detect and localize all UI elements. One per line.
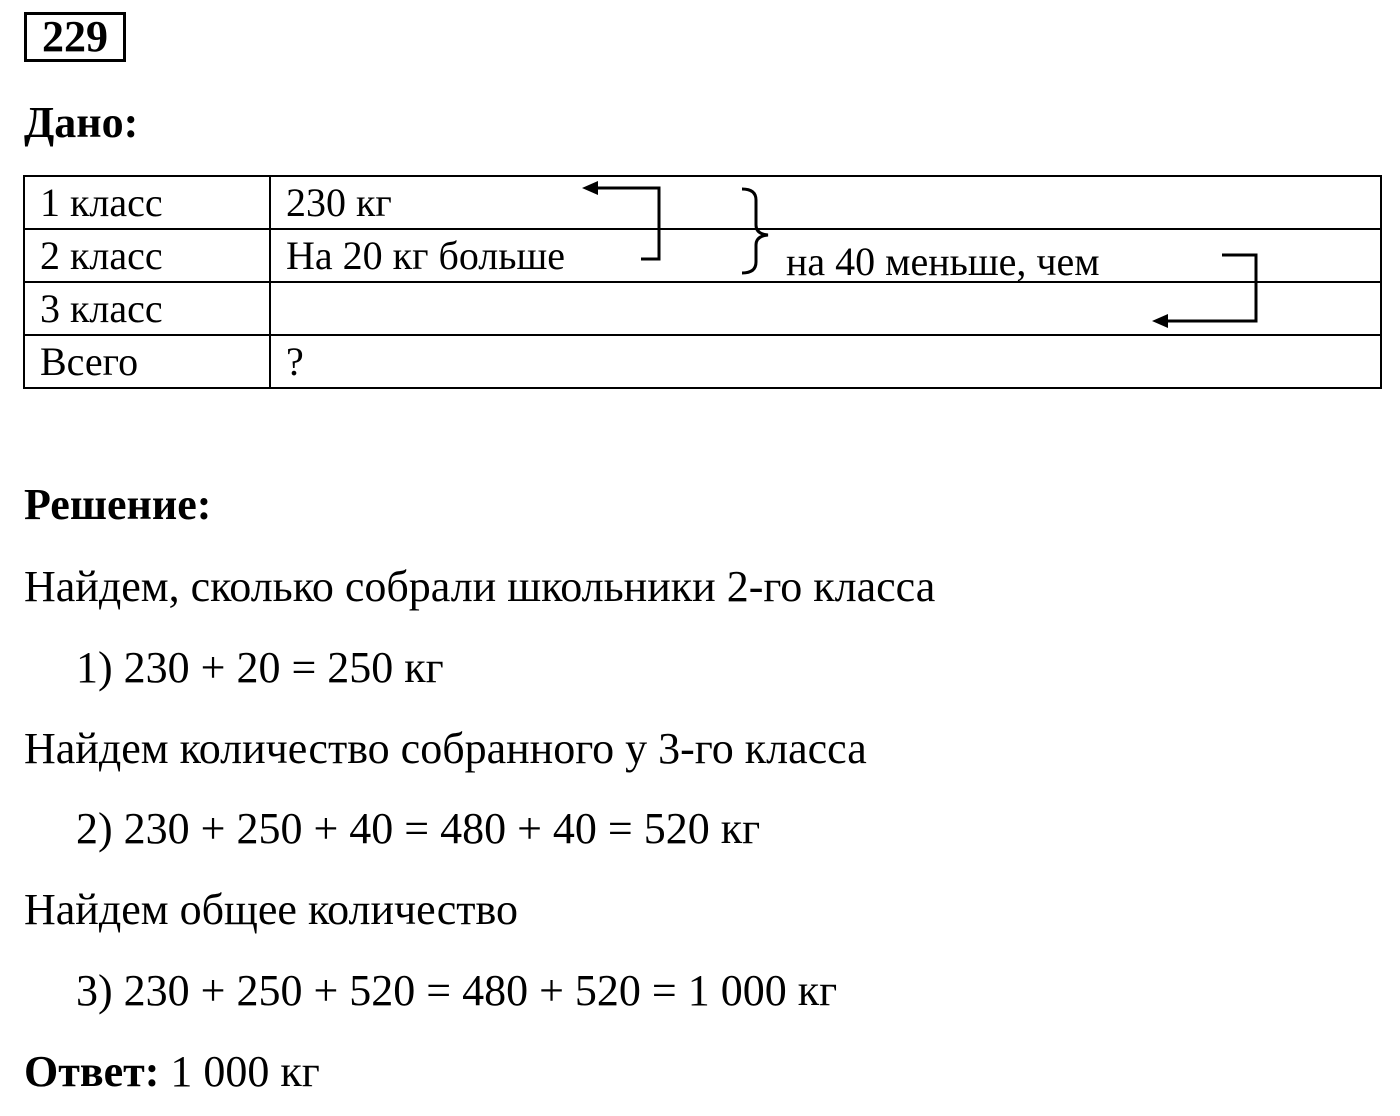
step-2-text: Найдем количество собранного у 3-го класса (24, 724, 867, 773)
answer-value: 1 000 кг (170, 1047, 320, 1096)
solution-heading: Решение: (24, 480, 212, 529)
row-value-class-1: 230 кг (270, 176, 1381, 229)
relation-text: на 40 меньше, чем (786, 239, 1100, 284)
answer-line (24, 1047, 320, 1097)
row-value-class-3 (270, 282, 1381, 335)
row-label-class-1: 1 класс (24, 176, 270, 229)
row-label-class-3: 3 класс (24, 282, 270, 335)
table-row-class-1 (24, 176, 1381, 229)
row-value-class-2: На 20 кг больше (270, 229, 1381, 282)
table-row-total (24, 335, 1381, 388)
step-1-text: Найдем, сколько собрали школьники 2-го класса (24, 562, 936, 611)
problem-number-box: 229 (24, 12, 126, 62)
step-3-calc: 3) 230 + 250 + 520 = 480 + 520 = 1 000 кг (76, 966, 838, 1015)
step-3-text: Найдем общее количество (24, 885, 518, 934)
table-row-class-3 (24, 282, 1381, 335)
row-label-class-2: 2 класс (24, 229, 270, 282)
given-table (23, 175, 1382, 389)
step-2-calc: 2) 230 + 250 + 40 = 480 + 40 = 520 кг (76, 804, 761, 853)
row-label-total: Всего (24, 335, 270, 388)
given-heading: Дано: (24, 98, 139, 147)
answer-label: Ответ: (24, 1047, 160, 1096)
row-value-total: ? (270, 335, 1381, 388)
step-1-calc: 1) 230 + 20 = 250 кг (76, 643, 444, 692)
table-row-class-2 (24, 229, 1381, 282)
